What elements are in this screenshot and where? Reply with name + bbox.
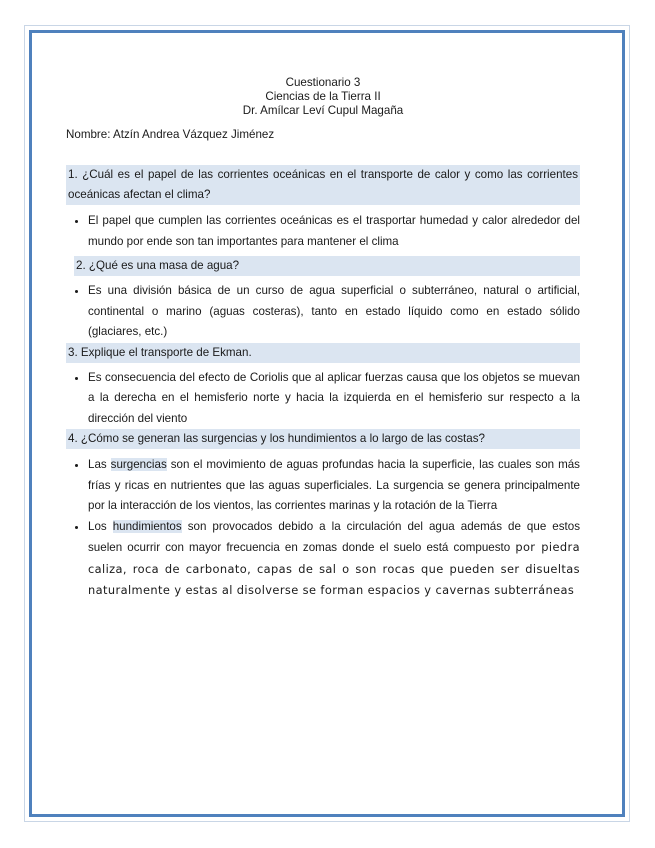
document-header bbox=[66, 76, 580, 118]
question-1: 1. ¿Cuál es el papel de las corrientes oceánicas en el transporte de calor y como las corrientes oceánicas afectan el clima? bbox=[66, 165, 580, 205]
document-subject: Ciencias de la Tierra II bbox=[265, 90, 381, 103]
answer-4a-prefix: Las bbox=[88, 458, 111, 471]
student-name: Nombre: Atzín Andrea Vázquez Jiménez bbox=[66, 128, 275, 141]
document-professor: Dr. Amílcar Leví Cupul Magaña bbox=[242, 104, 404, 117]
highlighted-term-hundimientos: hundimientos bbox=[112, 519, 182, 533]
highlighted-term-surgencias: surgencias bbox=[110, 458, 167, 471]
answer-4a bbox=[88, 455, 580, 517]
answer-4b-prefix: Los bbox=[88, 519, 113, 533]
answer-4b-text-continued: por piedra caliza, roca de carbonato, capas de sal o son rocas que pueden ser disueltas naturalmente y estas al disolverse se forman espacios y cavernas subterráneas bbox=[88, 540, 580, 597]
question-3: 3. Explique el transporte de Ekman. bbox=[66, 343, 580, 363]
answer-4b bbox=[88, 517, 580, 602]
question-2: 2. ¿Qué es una masa de agua? bbox=[74, 256, 580, 276]
answer-2: • Es una división básica de un curso de agua superficial o subterráneo, natural o artificial, continental o marino (aguas costeras), tanto en estado líquido como en estado sólido (glaciares, etc.) bbox=[88, 281, 580, 343]
question-4: 4. ¿Cómo se generan las surgencias y los hundimientos a lo largo de las costas? bbox=[66, 429, 580, 449]
answer-list-4 bbox=[66, 455, 580, 602]
answer-list-3 bbox=[66, 368, 580, 430]
answer-list-1 bbox=[66, 211, 580, 252]
document-title: Cuestionario 3 bbox=[285, 76, 361, 89]
answer-3: • Es consecuencia del efecto de Coriolis que al aplicar fuerzas causa que los objetos se muevan a la derecha en el hemisferio norte y hacia la izquierda en el hemisferio sur respecto a la dirección del viento bbox=[88, 368, 580, 430]
answer-4b-text: son provocados debido a la circulación del agua además de que estos suelen ocurrir con mayor frecuencia en zomas donde el suelo está compuesto bbox=[88, 519, 580, 554]
answer-list-2 bbox=[66, 281, 580, 343]
answer-1: • El papel que cumplen las corrientes oceánicas es el trasportar humedad y calor alrededor del mundo por ende son tan importantes para mantener el clima bbox=[88, 211, 580, 252]
answer-4a-text: son el movimiento de aguas profundas hacia la superficie, las cuales son más frías y ricas en nutrientes que las aguas superficiales. La surgencia se genera principalmente por la interacción de los vientos, las corrientes marinas y la rotación de la Tierra bbox=[88, 458, 580, 512]
document-body bbox=[66, 76, 580, 602]
